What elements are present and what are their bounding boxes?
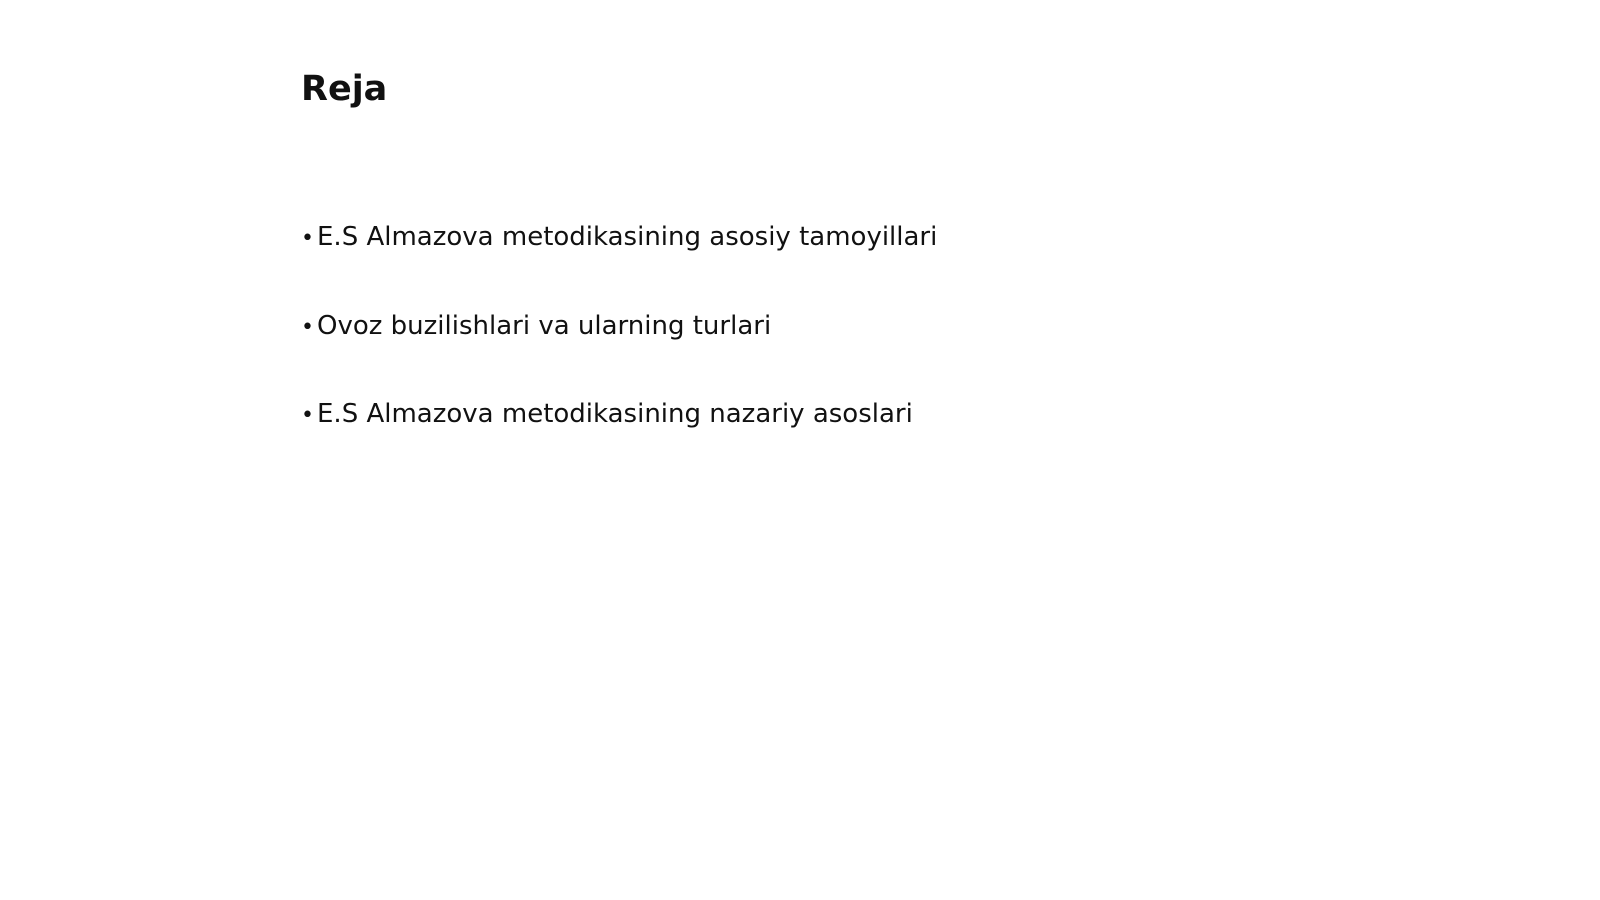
list-item-text: E.S Almazova metodikasining asosiy tamoyillari bbox=[317, 222, 938, 252]
list-item-text: Ovoz buzilishlari va ularning turlari bbox=[317, 310, 772, 341]
list-item bbox=[301, 222, 937, 311]
bullet-list bbox=[301, 222, 937, 488]
list-item bbox=[301, 399, 937, 488]
bullet-icon: • bbox=[301, 314, 314, 340]
bullet-icon: • bbox=[301, 403, 314, 428]
bullet-icon: • bbox=[301, 226, 314, 251]
list-item bbox=[301, 311, 937, 400]
slide-title: Reja bbox=[301, 69, 388, 109]
list-item-text: E.S Almazova metodikasining nazariy asoslari bbox=[317, 399, 913, 429]
